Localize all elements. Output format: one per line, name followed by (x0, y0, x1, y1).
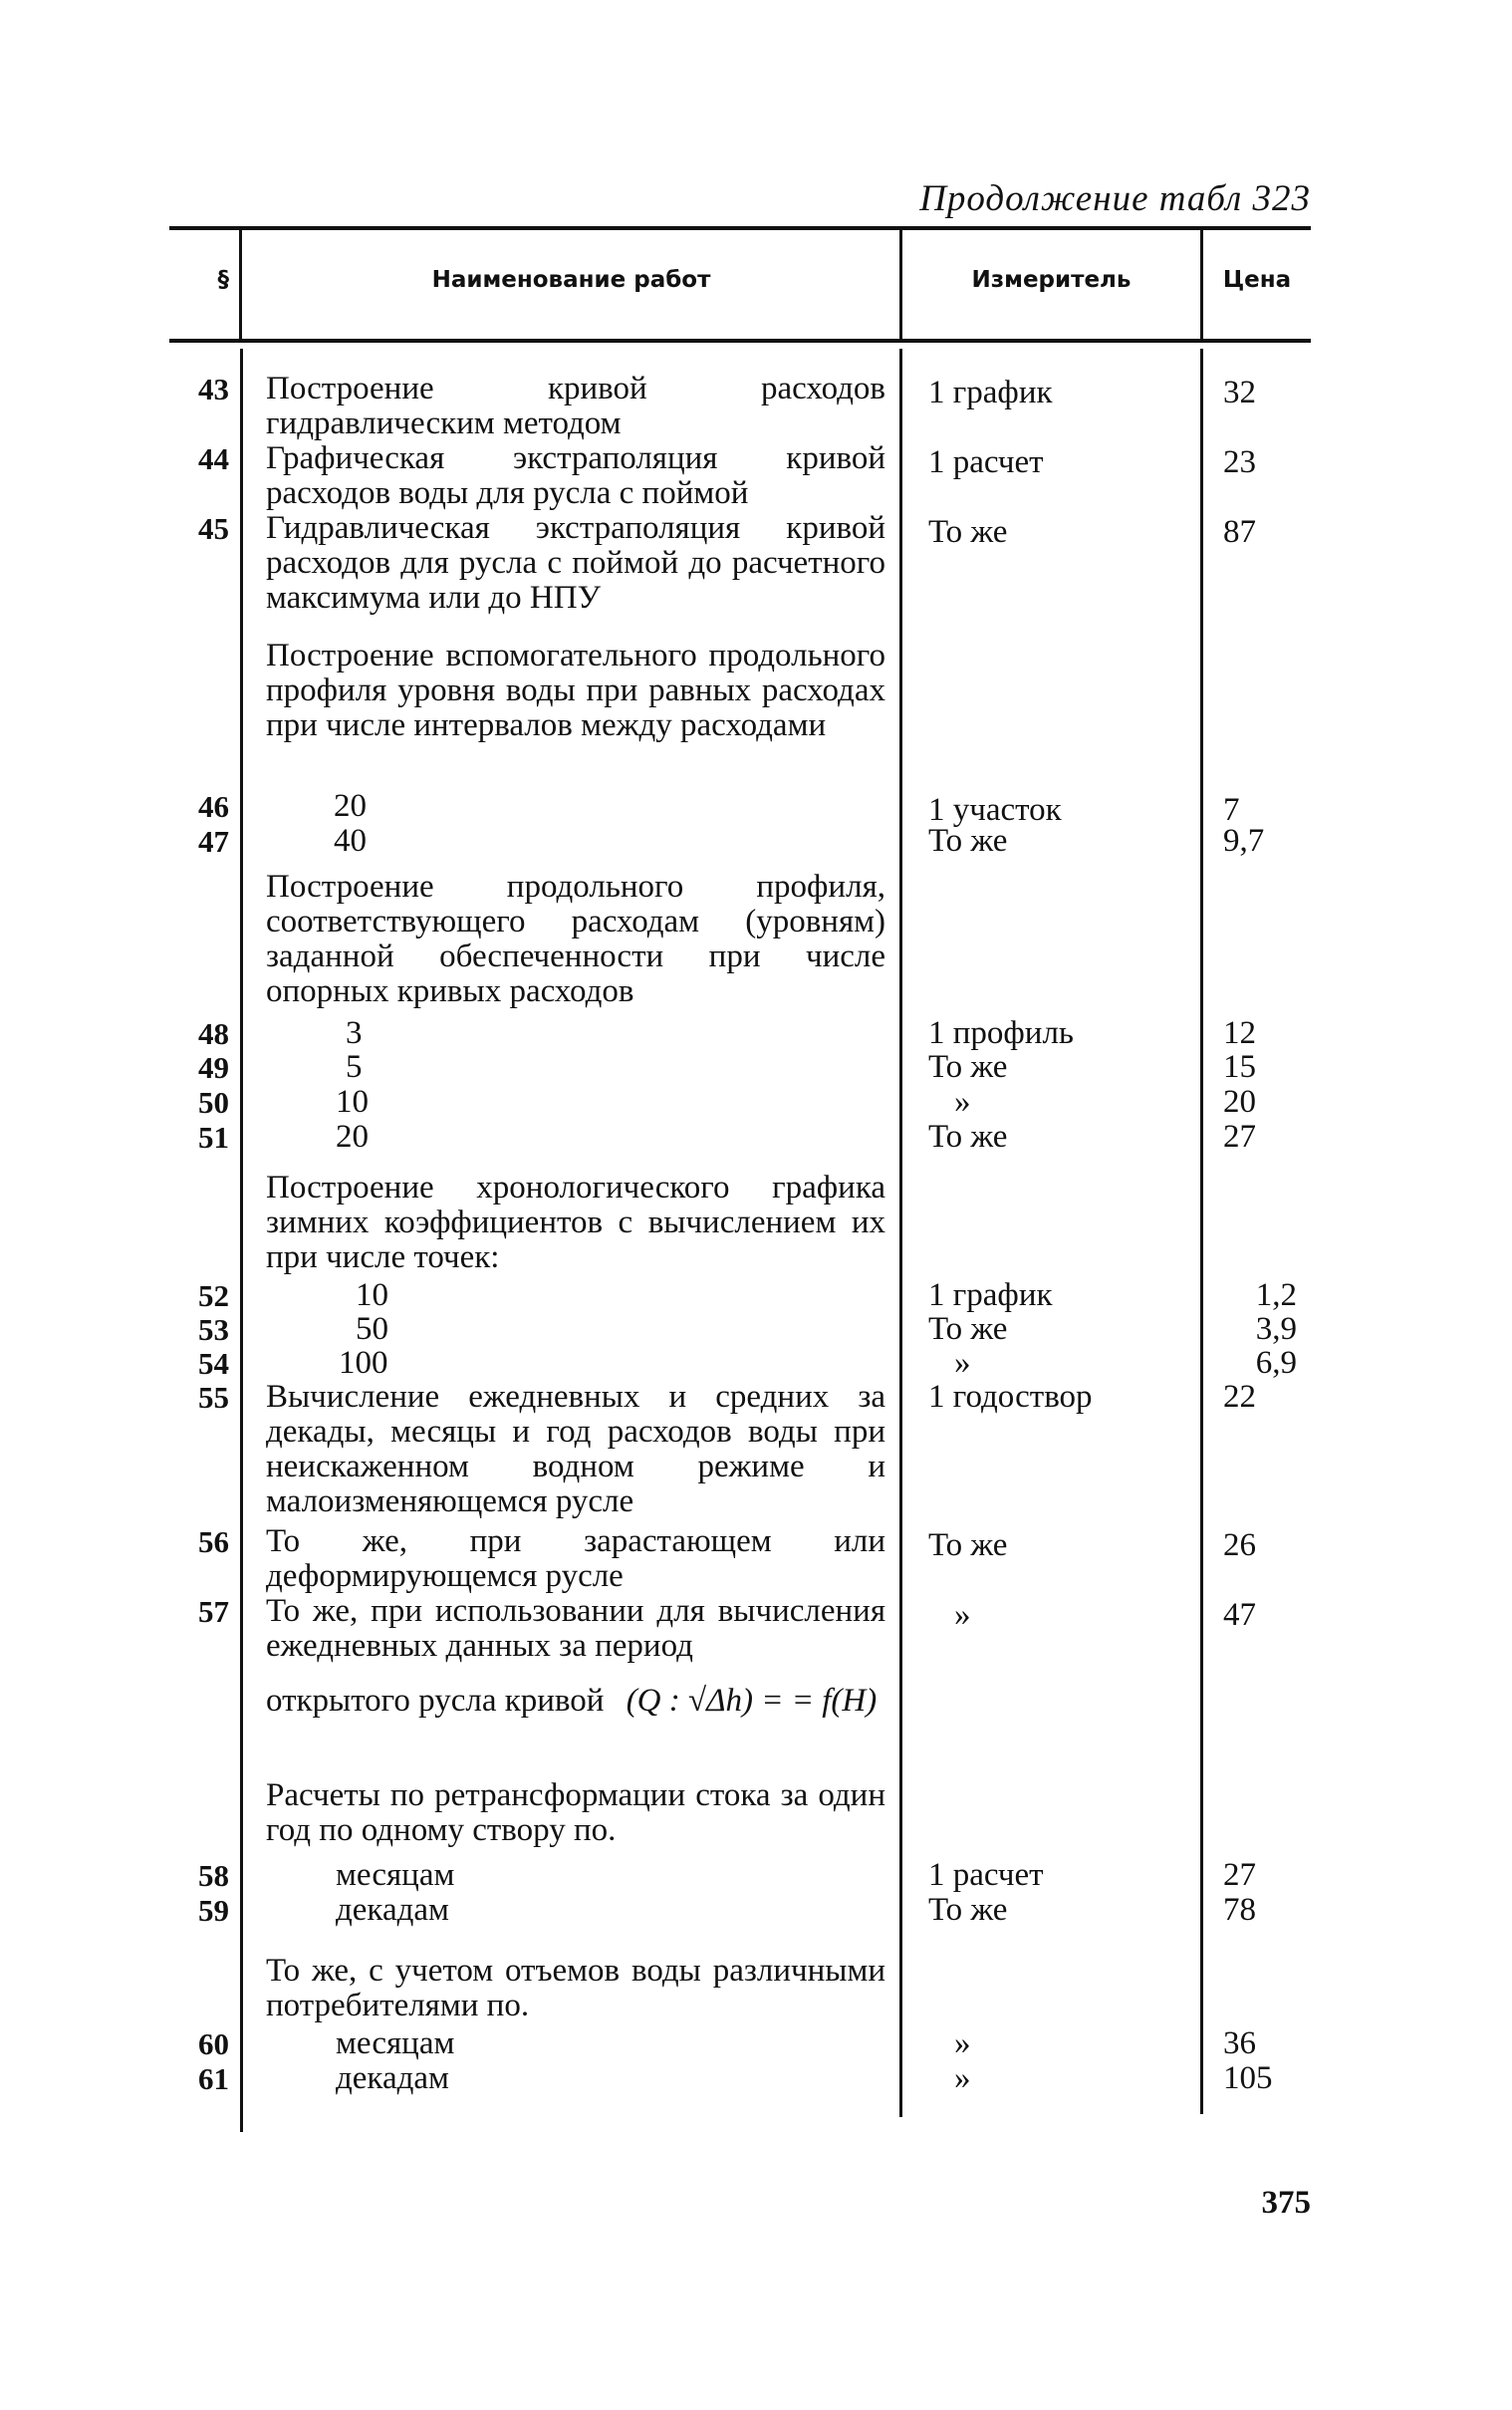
row-unit: 1 расчет (928, 444, 1044, 480)
row-unit: То же (928, 1527, 1008, 1563)
row-price: 26 (1223, 1527, 1256, 1563)
row-description: Построение кривой расходов гидравлическим методом (266, 371, 885, 441)
row-description: декадам (336, 1892, 449, 1928)
row-unit: » (954, 1345, 971, 1381)
row-price: 27 (1223, 1857, 1256, 1893)
row-number: 49 (198, 1050, 229, 1085)
row-description: 10 (336, 1084, 369, 1120)
body-divider-3 (1200, 349, 1203, 2114)
header-unit: Измеритель (971, 267, 1132, 293)
row-unit: 1 график (928, 375, 1053, 410)
row-number: 52 (198, 1278, 229, 1313)
row-number: 46 (198, 789, 229, 824)
row-description: То же, при использовании для вычисления ежедневных данных за период (266, 1593, 885, 1664)
row-number: 58 (198, 1858, 229, 1893)
row-description: декадам (336, 2060, 449, 2096)
row-number: 56 (198, 1524, 229, 1559)
row-number: 43 (198, 372, 229, 406)
row-price: 27 (1223, 1119, 1256, 1155)
row-description: 3 (346, 1015, 363, 1051)
row-price: 23 (1223, 444, 1256, 480)
row-number: 55 (198, 1380, 229, 1415)
row-description: 50 (356, 1311, 388, 1347)
row-number: 50 (198, 1085, 229, 1120)
row-price: 7 (1223, 792, 1240, 828)
row-price: 12 (1223, 1015, 1256, 1051)
row-unit: То же (928, 1119, 1008, 1155)
row-description: Построение продольного профиля, соответствующего расходам (уровням) заданной обеспеченности при числе опорных кривых расходов (266, 869, 885, 1009)
header-divider-1 (239, 230, 242, 339)
row-unit: 1 профиль (928, 1015, 1074, 1051)
row-unit: 1 график (928, 1277, 1053, 1313)
row-price: 36 (1223, 2025, 1256, 2061)
row-number: 59 (198, 1893, 229, 1928)
row-unit: » (954, 1597, 971, 1633)
row-unit: То же (928, 823, 1008, 859)
formula: (Q : √Δh) = = f(H) (626, 1683, 878, 1719)
row-unit: То же (928, 1892, 1008, 1928)
page-number: 375 (1261, 2185, 1311, 2221)
row-number: 44 (198, 441, 229, 476)
row-description: 40 (334, 823, 367, 859)
row-description: месяцам (336, 1857, 455, 1893)
table-header-rule (169, 339, 1311, 343)
row-price: 6,9 (1255, 1345, 1297, 1381)
body-divider-1 (240, 349, 243, 2132)
row-unit: » (954, 2025, 971, 2061)
row-price: 9,7 (1223, 823, 1265, 859)
row-price: 20 (1223, 1084, 1256, 1120)
header-section: § (217, 267, 229, 293)
row-unit: 1 годоствор (928, 1379, 1093, 1415)
row-unit: 1 расчет (928, 1857, 1044, 1893)
body-divider-2 (899, 349, 902, 2117)
row-description: 20 (336, 1119, 369, 1155)
row-description: 20 (334, 788, 367, 824)
row-price: 105 (1223, 2060, 1273, 2096)
row-number: 60 (198, 2026, 229, 2061)
row-description: Построение хронологического графика зимних коэффициентов с вычислением их при числе точек: (266, 1170, 885, 1275)
table-continuation-caption: Продолжение табл 323 (919, 178, 1311, 219)
row-price: 78 (1223, 1892, 1256, 1928)
row-price: 32 (1223, 375, 1256, 410)
row-description: 10 (356, 1277, 388, 1313)
row-price: 22 (1223, 1379, 1256, 1415)
row-unit: » (954, 2060, 971, 2096)
row-unit: » (954, 1084, 971, 1120)
row-number: 61 (198, 2061, 229, 2096)
row-description: Гидравлическая экстраполяция кривой расходов для русла с поймой до расчетного максимума или до НПУ (266, 510, 885, 616)
row-description-text: открытого русла кривой (266, 1683, 605, 1719)
row-price: 47 (1223, 1597, 1256, 1633)
row-description: 100 (339, 1345, 388, 1381)
row-description: 5 (346, 1049, 363, 1085)
row-description: месяцам (336, 2025, 455, 2061)
row-unit: То же (928, 1049, 1008, 1085)
row-description: Графическая экстраполяция кривой расходов воды для русла с поймой (266, 440, 885, 511)
row-price: 1,2 (1255, 1277, 1297, 1313)
table-top-rule (169, 226, 1311, 230)
row-price: 3,9 (1255, 1311, 1297, 1347)
row-unit: То же (928, 1311, 1008, 1347)
row-number: 57 (198, 1594, 229, 1629)
row-description: Построение вспомогательного продольного профиля уровня воды при равных расходах при числе интервалов между расходами (266, 638, 885, 743)
row-unit: То же (928, 514, 1008, 550)
row-number: 47 (198, 824, 229, 859)
row-number: 54 (198, 1346, 229, 1381)
row-number: 53 (198, 1312, 229, 1347)
row-price: 15 (1223, 1049, 1256, 1085)
row-number: 45 (198, 511, 229, 546)
row-description (266, 1684, 885, 1719)
row-number: 48 (198, 1016, 229, 1051)
row-description: То же, с учетом отъемов воды различными потребителями по. (266, 1953, 885, 2023)
row-number: 51 (198, 1120, 229, 1155)
header-name: Наименование работ (431, 267, 711, 293)
row-description: То же, при зарастающем или деформирующемся русле (266, 1523, 885, 1594)
row-description: Расчеты по ретрансформации стока за один год по одному створу по. (266, 1777, 885, 1848)
header-price: Цена (1222, 267, 1292, 293)
row-unit: 1 участок (928, 792, 1062, 828)
row-description: Вычисление ежедневных и средних за декады, месяцы и год расходов воды при неискаженном водном режиме и малоизменяющемся русле (266, 1379, 885, 1519)
row-price: 87 (1223, 514, 1256, 550)
